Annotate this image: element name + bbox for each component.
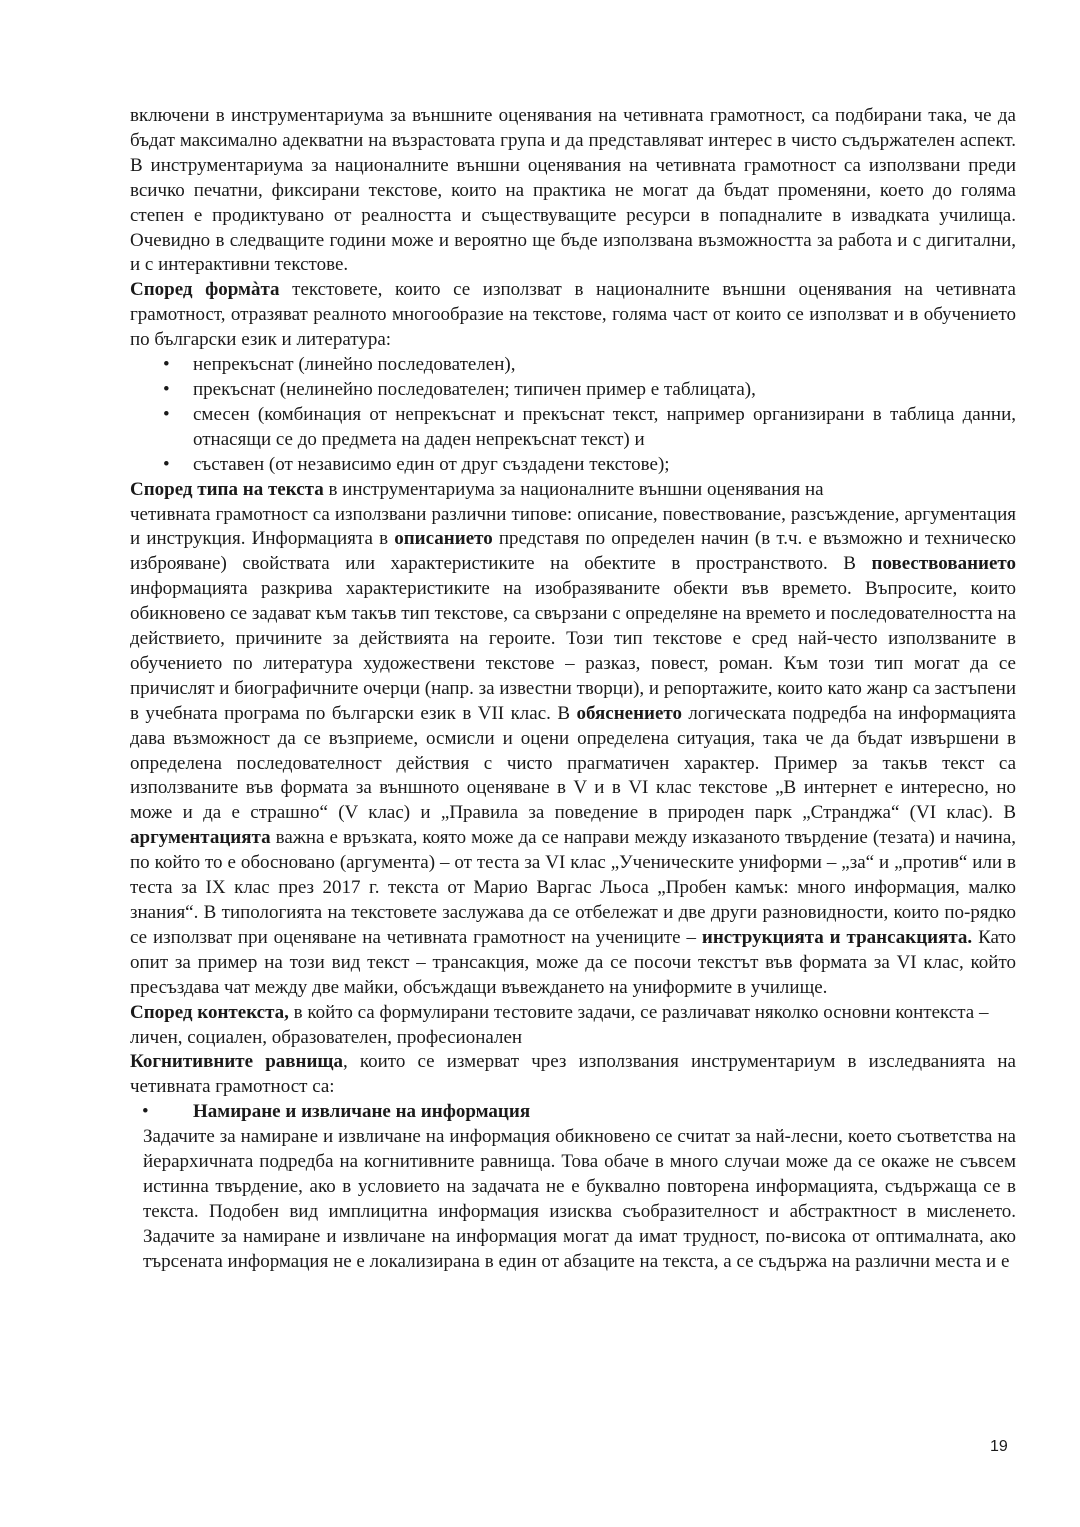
form-heading: Според формàта — [130, 279, 280, 301]
list-item: • прекъснат (нелинейно последователен; типичен пример е таблицата), — [130, 378, 1016, 403]
paragraph-cognitive-body: Задачите за намиране и извличане на информация обикновено се считат за най-лесни, което съответства на йерархичната подредба на когнитивните равнища. Това обаче в много случаи може да се окаже не съвсем истинна твърдение, ако в условието на задачата не е буквално повторена информацията, съдържаща се в текста. Подобен вид имплицитна информация изисква съобразителност и абстрактност в мисленето. Задачите за намиране и извличане на информация могат да имат трудност, по-висока от оптималната, ако търсената информация не е локализирана в един от абзаците на текста, а се съдържа на различни места и е — [143, 1126, 1016, 1272]
page-number: 19 — [990, 1438, 1008, 1455]
cognitive-text: , които се измерват чрез използвания инструментариум в изследванията на четивната грамотност са: — [130, 1051, 1016, 1098]
paragraph-context — [130, 1001, 1016, 1051]
cognitive-heading: Когнитивните равнища — [130, 1051, 343, 1073]
paragraph-cognitive — [130, 1050, 1016, 1100]
type-bold-description: описанието — [394, 528, 493, 550]
list-item: • смесен (комбинация от непрекъснат и прекъснат текст, например организирани в таблица данни, отнасящи се до предмета на даден непрекъснат текст) и — [130, 403, 1016, 453]
form-text: текстовете, които се използват в националните външни оценявания на четивната грамотност, отразяват реалното многообразие на текстове, голяма част от които се използват и в обучението по български език и литература: — [130, 279, 1016, 351]
context-text: в който са формулирани тестовите задачи, се различават няколко основни контекста – личен, социален, образователен, професионален — [130, 1001, 989, 1048]
type-text-7: Като опит за пример на този вид текст – трансакция, може да се посочи текстът във формата за VI клас, който пресъздава чат между две майки, обсъждащи въвеждането на униформите в училище. — [130, 926, 1016, 998]
document-page — [130, 104, 1016, 1275]
type-text-6: важна е връзката, която може да се направи между изказаното твърдение (тезата) и начина, по който то е обосновано (аргумента) – от теста за VI клас „Ученическите униформи – „за“ и „против“ или в теста за IX клас през 2017 г. текста от Марио Варгас Льоса „Пробен камък: много информация, малко знания“. В типологията на текстовете заслужава да се отбележат и две други разновидности, които по-рядко се използват при оценяване на четивната грамотност на учениците – — [130, 827, 1016, 948]
context-heading: Според контекста, — [130, 1001, 289, 1023]
form-list — [130, 353, 1016, 478]
type-bold-instruction: инструкцията и трансакцията. — [701, 926, 973, 948]
paragraph-form — [130, 278, 1016, 353]
type-bold-narration: повествованието — [871, 553, 1016, 575]
list-item: • съставен (от независимо един от друг създадени текстове); — [130, 453, 1016, 478]
paragraph-intro: включени в инструментариума за външните оценявания на четивната грамотност, са подбирани така, че да бъдат максимално адекватни на възрастовата група и да представляват интерес в чисто съдържателен аспект. В инструментариума за националните външни оценявания на четивната грамотност са използвани преди всичко печатни, фиксирани текстове, които на практика не могат да бъдат променяни, което до голяма степен е продиктувано от реалността и съществуващите ресурси в попадналите в извадката училища. Очевидно в следващите години може и вероятно ще бъде използвана възможността за работа и с дигитални, и с интерактивни текстове. — [130, 105, 1016, 276]
type-text-2: четивната грамотност са използвани различни типове: описание, повествование, разсъждение, аргументация и инструкция. Информацията в — [130, 503, 1016, 550]
cognitive-list-item: • Намиране и извличане на информация — [130, 1100, 1016, 1125]
type-text-5: логическата подредба на информацията дава възможност да се възприеме, осмисли и оцени определена ситуация, така че да бъдат извършени в определена последователност действия с чисто прагматичен характер. Пример за такъв текст са използваните във формата за външното оценяване в V и в VI клас текстове „В интернет е интересно, но може и да е страшно“ (V клас) и „Правила за поведение в природен парк „Странджа“ (VI клас). В — [130, 702, 1016, 824]
type-bold-argumentation: аргументацията — [130, 827, 271, 849]
paragraph-type-line1 — [130, 478, 1016, 503]
paragraph-type — [130, 503, 1016, 1001]
type-text-4: информацията разкрива характеристиките на изобразяваните обекти във времето. Въпросите, които обикновено се задават към такъв тип текстове, са свързани с определяне на времето и последователността на действието, причините за действията на героите. Този тип текстове е сред най-често използваните в обучението по литература художествени текстове – разказ, повест, роман. Към този тип могат да се причислят и биографичните очерци (напр. за известни творци), и репортажите, които като жанр са застъпени в учебната програма по български език в VII клас. В — [130, 578, 1016, 724]
type-bold-explanation: обяснението — [576, 702, 682, 724]
type-text-3: представя по определен начин (в т.ч. е възможно и техническо изброяване) свойствата или характеристиките на обектите в пространството. В — [130, 528, 1016, 575]
list-item: • непрекъснат (линейно последователен), — [130, 353, 1016, 378]
type-heading: Според типа на текста — [130, 478, 324, 500]
type-text-1: в инструментариума за националните външни оценявания на — [323, 478, 824, 500]
